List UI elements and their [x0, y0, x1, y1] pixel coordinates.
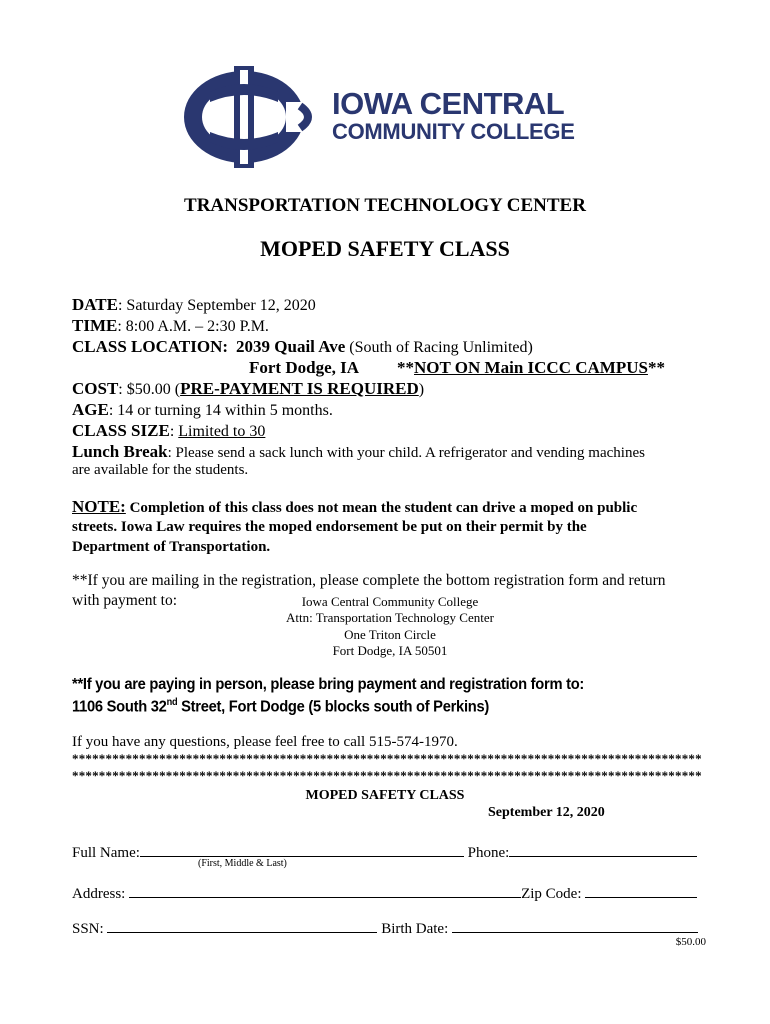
page-title: MOPED SAFETY CLASS	[260, 236, 510, 261]
in-person-street-sup: nd	[166, 697, 178, 708]
center-heading: TRANSPORTATION TECHNOLOGY CENTER	[184, 195, 586, 216]
class-size-colon: :	[169, 423, 179, 440]
full-name-row	[72, 842, 697, 862]
in-person-street-b: Street, Fort Dodge (5 blocks south of Perkins)	[177, 698, 490, 716]
note-text-1: Completion of this class does not mean the student can drive a moped on public	[125, 500, 638, 516]
location-label: CLASS LOCATION:	[72, 337, 229, 356]
full-name-label: Full Name:	[72, 845, 140, 861]
location-line	[72, 337, 533, 357]
location-city: Fort Dodge, IA	[249, 358, 360, 377]
address-row	[72, 883, 697, 903]
mailing-line-2: with payment to:	[72, 592, 178, 609]
note-text-3: Department of Transportation.	[72, 539, 271, 555]
lunch-line	[72, 442, 645, 462]
mailing-line-1: **If you are mailing in the registration, please complete the bottom registration form and return	[72, 572, 666, 589]
class-size-label: CLASS SIZE	[72, 421, 170, 440]
ssn-label: SSN:	[72, 921, 104, 937]
class-size-line	[72, 421, 265, 441]
age-line	[72, 400, 333, 420]
date-value: : Saturday September 12, 2020	[117, 297, 316, 314]
fee-amount: $50.00	[675, 936, 706, 948]
cost-value: : $50.00 (	[118, 381, 181, 398]
full-name-field[interactable]	[140, 842, 464, 857]
in-person-line-2	[72, 697, 489, 716]
birth-date-label: Birth Date:	[381, 921, 449, 937]
note-text-2: streets. Iowa Law requires the moped endorsement be put on their permit by the	[72, 519, 587, 535]
zip-field[interactable]	[585, 883, 697, 898]
campus-prefix: **	[397, 358, 415, 377]
cost-prepay: PRE-PAYMENT IS REQUIRED	[180, 379, 419, 398]
lunch-label: Lunch Break	[72, 442, 168, 461]
ssn-row	[72, 918, 698, 938]
cost-line	[72, 379, 424, 399]
location-note: (South of Racing Unlimited)	[349, 339, 533, 356]
name-hint: (First, Middle & Last)	[198, 858, 287, 869]
location-city-line	[249, 358, 665, 378]
form-date: September 12, 2020	[488, 805, 605, 820]
star-divider-1: **********************************************************************************************	[72, 751, 702, 766]
form-title: MOPED SAFETY CLASS	[305, 788, 465, 803]
time-line	[72, 316, 269, 336]
logo-emblem-icon	[184, 66, 310, 168]
birth-date-field[interactable]	[452, 918, 698, 933]
address-label: Address:	[72, 886, 126, 902]
lunch-text-1: : Please send a sack lunch with your child. A refrigerator and vending machines	[167, 445, 645, 461]
campus-suffix: **	[647, 358, 665, 377]
star-divider-2: **********************************************************************************************	[72, 768, 702, 783]
class-size-value: Limited to 30	[178, 423, 266, 440]
mailing-address-3: One Triton Circle	[344, 627, 436, 642]
mailing-address-4: Fort Dodge, IA 50501	[332, 643, 448, 658]
logo-line2: COMMUNITY COLLEGE	[332, 119, 575, 144]
mailing-address-1: Iowa Central Community College	[301, 594, 479, 609]
phone-field[interactable]	[509, 842, 697, 857]
cost-close: )	[418, 381, 425, 398]
time-value: : 8:00 A.M. – 2:30 P.M.	[117, 318, 269, 335]
questions-line: If you have any questions, please feel free to call 515-574-1970.	[72, 734, 458, 750]
age-label: AGE	[72, 400, 109, 419]
zip-label: Zip Code:	[521, 886, 582, 902]
lunch-text-2: are available for the students.	[72, 462, 249, 478]
note-label: NOTE:	[72, 497, 126, 516]
cost-label: COST	[72, 379, 119, 398]
time-label: TIME	[72, 316, 118, 335]
mailing-address-2: Attn: Transportation Technology Center	[286, 610, 494, 625]
date-label: DATE	[72, 295, 118, 314]
address-field[interactable]	[129, 883, 521, 898]
phone-label: Phone:	[467, 845, 510, 861]
age-value: : 14 or turning 14 within 5 months.	[108, 402, 333, 419]
campus-note: NOT ON Main ICCC CAMPUS	[414, 358, 648, 377]
in-person-street-a: 1106 South 32	[72, 698, 167, 716]
ssn-field[interactable]	[107, 918, 377, 933]
logo-line1: IOWA CENTRAL	[332, 86, 565, 121]
location-address: 2039 Quail Ave	[236, 337, 346, 356]
date-line	[72, 295, 316, 315]
college-logo	[182, 62, 598, 174]
in-person-line-1: **If you are paying in person, please bring payment and registration form to:	[72, 676, 585, 693]
note-line-1	[72, 497, 637, 517]
